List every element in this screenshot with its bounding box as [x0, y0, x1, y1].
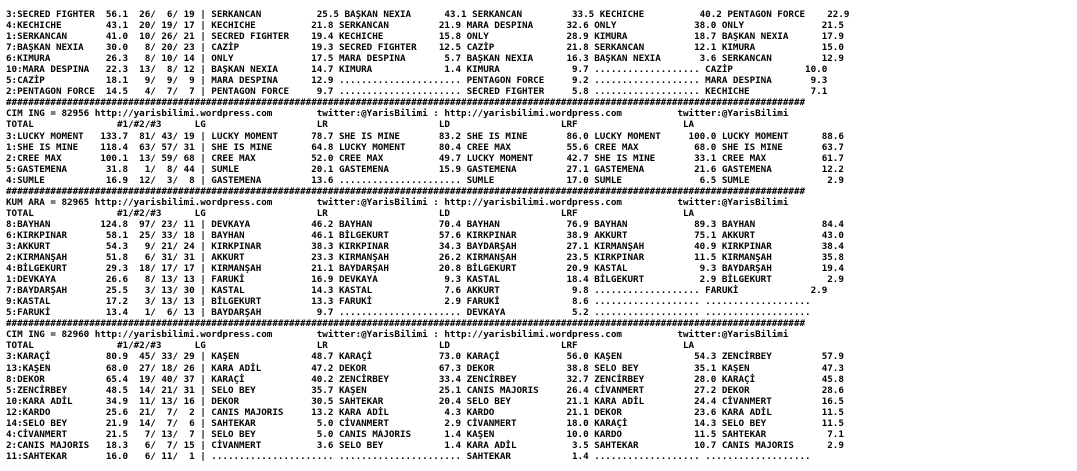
text-line: 11:SAHTEKAR 16.0 6/ 11/ 1 | ...................... ...................... SAHTEKAR 1.4 ................... ................... [6, 450, 811, 462]
text-line: ################################################################################################################################################ [6, 318, 806, 330]
text-line: 3:KARAÇİ 80.9 45/ 33/ 29 | KAŞEN 48.7 KARAÇİ 73.0 KARAÇİ 56.0 KAŞEN 54.3 ZENCİRBEY 57.9 [6, 351, 844, 363]
text-line: TOTAL #1/#2/#3 LG LR LD LRF LA [6, 119, 695, 131]
text-line: CIM ING = 82960 http://yarisbilimi.wordpress.com twitter:@YarisBilimi : http://yarisbilimi.wordpress.com twitter:@YarisBilimi [6, 329, 789, 341]
text-line: 14:SELO BEY 21.9 14/ 7/ 6 | SAHTEKAR 5.0 CİVANMERT 2.9 CİVANMERT 18.0 KARAÇİ 14.3 SELO BEY 11.5 [6, 417, 844, 429]
text-line: 10:MARA DESPINA 22.3 13/ 8/ 12 | BAŞKAN NEXIA 14.7 KIMURA 1.4 KIMURA 9.7 ................... CAZİP 10.0 [6, 64, 828, 76]
text-line: CIM ING = 82956 http://yarisbilimi.wordpress.com twitter:@YarisBilimi : http://yarisbilimi.wordpress.com twitter:@YarisBilimi [6, 108, 789, 120]
text-line: 4:SUMLE 16.9 12/ 3/ 8 | GASTEMENA 13.6 ...................... SUMLE 17.0 SUMLE 6.5 SUMLE 2.9 [6, 174, 844, 186]
text-line: 3:AKKURT 54.3 9/ 21/ 24 | KIRKPINAR 38.3 KIRKPINAR 34.3 BAYDARŞAH 27.1 KIRMANŞAH 40.9 KIRKPINAR 38.4 [6, 240, 844, 252]
text-line: 2:CREE MAX 100.1 13/ 59/ 68 | CREE MAX 52.0 CREE MAX 49.7 LUCKY MOMENT 42.7 SHE IS MINE 33.1 CREE MAX 61.7 [6, 152, 844, 164]
text-line: 2:KIRMANŞAH 51.8 6/ 31/ 31 | AKKURT 23.3 KIRMANŞAH 26.2 KIRMANŞAH 23.5 KIRKPINAR 11.5 KIRMANŞAH 35.8 [6, 252, 844, 264]
text-line: 12:KARDO 25.6 21/ 7/ 2 | CANIS MAJORIS 13.2 KARA ADİL 4.3 KARDO 21.1 DEKOR 23.6 KARA ADİL 11.5 [6, 406, 844, 418]
text-line: 4:BİLGEKURT 29.3 18/ 17/ 17 | KIRMANŞAH 21.1 BAYDARŞAH 20.8 BİLGEKURT 20.9 KASTAL 9.3 BAYDARŞAH 19.4 [6, 263, 844, 275]
text-line: TOTAL #1/#2/#3 LG LR LD LRF LA [6, 207, 695, 219]
text-line: 4:CİVANMERT 21.5 7/ 13/ 7 | SELO BEY 5.0 CANIS MAJORIS 1.4 KAŞEN 10.0 KARDO 11.5 SAHTEKAR 7.1 [6, 428, 844, 440]
text-line: 5:GASTEMENA 31.8 1/ 8/ 44 | SUMLE 20.1 GASTEMENA 15.9 GASTEMENA 27.1 GASTEMENA 21.6 GASTEMENA 12.2 [6, 163, 844, 175]
text-line: 7:BAŞKAN NEXIA 30.0 8/ 20/ 23 | CAZİP 19.3 SECRED FIGHTER 12.5 CAZİP 21.8 SERKANCAN 12.1 KIMURA 15.0 [6, 42, 844, 54]
text-line: 1:DEVKAYA 26.6 8/ 13/ 13 | FARUKİ 16.9 DEVKAYA 9.3 KASTAL 18.4 BİLGEKURT 2.9 BİLGEKURT 2.9 [6, 274, 844, 286]
text-line: 3:LUCKY MOMENT 133.7 81/ 43/ 19 | LUCKY MOMENT 78.7 SHE IS MINE 83.2 SHE IS MINE 86.0 LUCKY MOMENT 100.0 LUCKY MOMENT 88.6 [6, 130, 844, 142]
text-line: 8:DEKOR 65.4 19/ 40/ 37 | KARAÇİ 40.2 ZENCİRBEY 33.4 ZENCİRBEY 32.7 ZENCİRBEY 28.0 KARAÇİ 45.8 [6, 373, 844, 385]
text-line: 8:BAYHAN 124.8 97/ 23/ 11 | DEVKAYA 46.2 BAYHAN 70.4 BAYHAN 76.9 BAYHAN 89.3 BAYHAN 84.4 [6, 218, 844, 230]
text-line: ################################################################################################################################################ [6, 185, 806, 197]
text-line: 13:KAŞEN 68.0 27/ 18/ 26 | KARA ADİL 47.2 DEKOR 67.3 DEKOR 38.8 SELO BEY 35.1 KAŞEN 47.3 [6, 362, 844, 374]
text-line: KUM ARA = 82965 http://yarisbilimi.wordpress.com twitter:@YarisBilimi : http://yarisbilimi.wordpress.com twitter:@YarisBilimi [6, 196, 789, 208]
text-line: 5:FARUKİ 13.4 1/ 6/ 13 | BAYDARŞAH 9.7 ...................... DEVKAYA 5.2 ................... ................... [6, 307, 811, 319]
text-line: 5:CAZİP 18.1 9/ 9/ 9 | MARA DESPINA 12.9 ...................... PENTAGON FORCE 9.2 ................... MARA DESPINA 9.3 [6, 75, 828, 87]
text-line: 3:SECRED FIGHTER 56.1 26/ 6/ 19 | SERKANCAN 25.5 BAŞKAN NEXIA 43.1 SERKANCAN 33.5 KECHICHE 40.2 PENTAGON FORCE 22.9 [6, 9, 850, 20]
text-line: ################################################################################################################################################ [6, 97, 806, 109]
text-line: 6:KIRKPINAR 58.1 25/ 33/ 18 | BAYHAN 46.1 BİLGEKURT 57.6 KIRKPINAR 38.9 AKKURT 75.1 AKKURT 43.0 [6, 229, 844, 241]
text-line: 9:KASTAL 17.2 3/ 13/ 13 | BİLGEKURT 13.3 FARUKİ 2.9 FARUKİ 8.6 ................... ................... [6, 296, 811, 308]
race-statistics-text-block [6, 9, 849, 462]
text-line: 7:BAYDARŞAH 25.5 3/ 13/ 30 | KASTAL 14.3 KASTAL 7.6 AKKURT 9.8 ................... FARUKİ 2.9 [6, 285, 828, 297]
text-line: TOTAL #1/#2/#3 LG LR LD LRF LA [6, 340, 695, 352]
text-line: 5:ZENCİRBEY 48.5 14/ 21/ 31 | SELO BEY 35.7 KAŞEN 25.1 CANIS MAJORIS 26.4 CİVANMERT 27.2 DEKOR 28.6 [6, 384, 844, 396]
text-line: 1:SHE IS MINE 118.4 63/ 57/ 31 | SHE IS MINE 64.8 LUCKY MOMENT 80.4 CREE MAX 55.6 CREE MAX 68.0 SHE IS MINE 63.7 [6, 141, 844, 153]
text-line: 2:CANIS MAJORIS 18.3 6/ 7/ 15 | CİVANMERT 3.6 SELO BEY 1.4 KARA ADİL 3.5 SAHTEKAR 10.7 CANIS MAJORIS 2.9 [6, 439, 844, 451]
text-line: 6:KIMURA 26.3 8/ 10/ 14 | ONLY 17.5 MARA DESPINA 5.7 BAŞKAN NEXIA 16.3 BAŞKAN NEXIA 3.6 SERKANCAN 12.9 [6, 53, 844, 65]
text-line: 2:PENTAGON FORCE 14.5 4/ 7/ 7 | PENTAGON FORCE 9.7 ...................... SECRED FIGHTER 5.8 ................... KECHICHE 7.1 [6, 86, 828, 98]
text-line: 1:SERKANCAN 41.0 10/ 26/ 21 | SECRED FIGHTER 19.4 KECHICHE 15.8 ONLY 28.9 KIMURA 18.7 BAŞKAN NEXIA 17.9 [6, 31, 844, 43]
text-line: 10:KARA ADİL 34.9 11/ 13/ 16 | DEKOR 30.5 SAHTEKAR 20.4 SELO BEY 21.1 KARA ADİL 24.4 CİVANMERT 16.5 [6, 395, 844, 407]
text-line: 4:KECHICHE 43.1 20/ 19/ 17 | KECHICHE 21.8 SERKANCAN 21.9 MARA DESPINA 32.6 ONLY 38.0 ONLY 21.5 [6, 20, 844, 32]
